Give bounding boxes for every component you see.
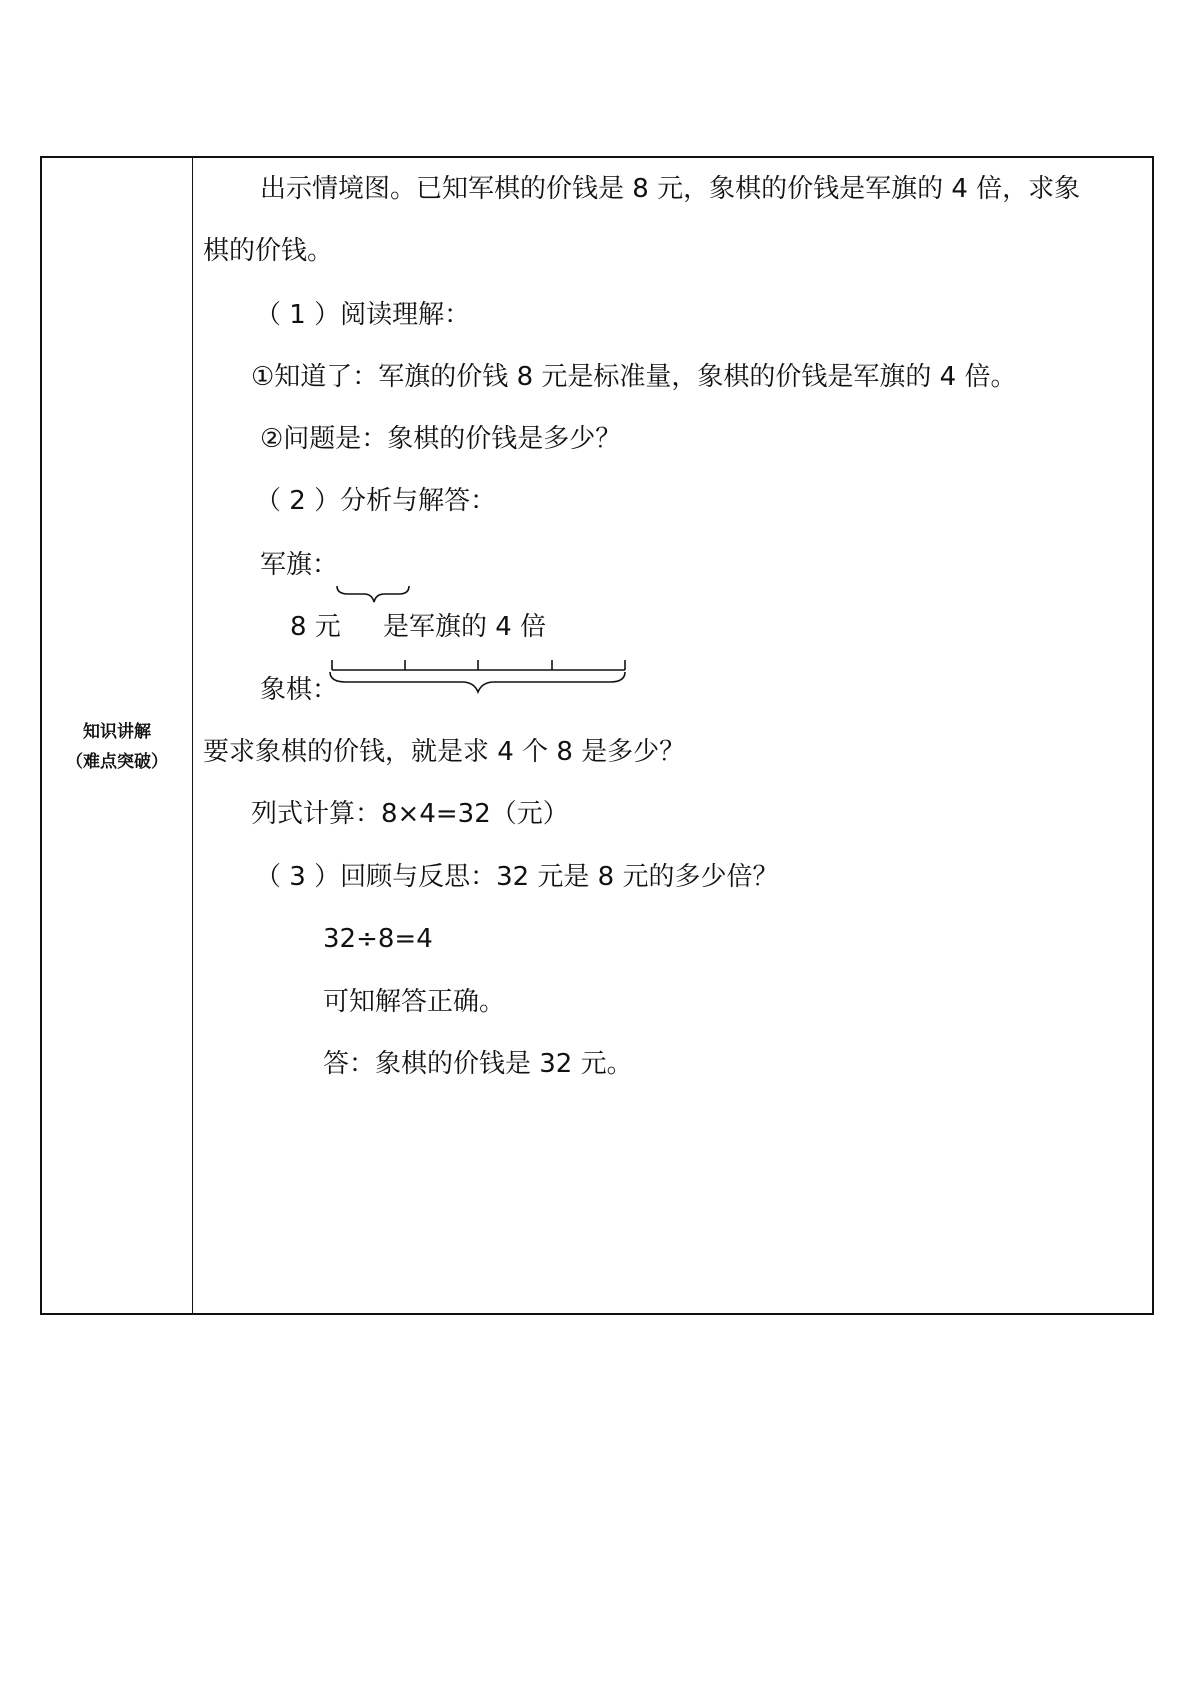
answer-line: 答：象棋的价钱是 32 元。 (323, 1049, 633, 1079)
step1-known: ①知道了：军旗的价钱 8 元是标准量，象棋的价钱是军旗的 4 倍。 (251, 362, 1017, 392)
segment-diagram (250, 546, 650, 696)
check-result: 可知解答正确。 (323, 987, 506, 1017)
diagram-eight-yuan: 8 元 (290, 612, 341, 642)
calculation-line: 列式计算：8×4=32（元） (251, 799, 569, 829)
intro-line-2: 棋的价钱。 (203, 236, 334, 266)
unit-brace (337, 586, 409, 602)
step1-title: （ 1 ）阅读理解： (255, 300, 471, 330)
step1-question: ②问题是：象棋的价钱是多少？ (260, 424, 622, 454)
row-label-subtitle: （难点突破） (66, 752, 168, 772)
reasoning-line: 要求象棋的价钱，就是求 4 个 8 是多少？ (203, 737, 686, 767)
diagram-four-times: 是军旗的 4 倍 (383, 612, 547, 642)
column-divider (192, 158, 193, 1313)
diagram-junqi-label: 军旗： (260, 550, 339, 580)
step3-title: （ 3 ）回顾与反思：32 元是 8 元的多少倍？ (255, 862, 779, 892)
row-label-cell (42, 158, 192, 1313)
total-brace (330, 672, 625, 692)
diagram-xiangqi-label: 象棋： (260, 675, 339, 705)
step2-title: （ 2 ）分析与解答： (255, 486, 497, 516)
row-label-title: 知识讲解 (83, 722, 151, 742)
check-formula: 32÷8=4 (323, 924, 433, 954)
intro-line-1: 出示情境图。已知军棋的价钱是 8 元，象棋的价钱是军旗的 4 倍，求象 (260, 174, 1081, 204)
